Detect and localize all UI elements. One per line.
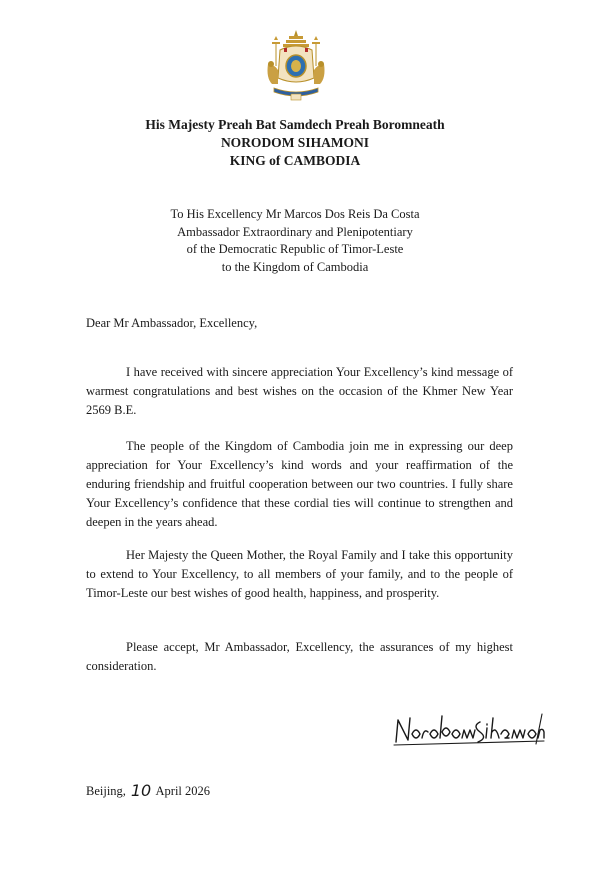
sender-header (0, 116, 590, 170)
recipient-line: Ambassador Extraordinary and Plenipotentiary (177, 224, 413, 239)
salutation: Dear Mr Ambassador, Excellency, (86, 316, 258, 330)
handwritten-signature (388, 708, 548, 748)
recipient-line: of the Democratic Republic of Timor-Leste (186, 242, 404, 256)
body-paragraph-3: Her Majesty the Queen Mother, the Royal Family and I take this opportunity to extend to Your Excellency, to all members of your family, and to the people of Timor-Leste our best wishes of good health, happiness, and prosperity. (86, 548, 513, 600)
body-paragraph-2: The people of the Kingdom of Cambodia join me in expressing our deep appreciation for Your Excellency’s kind words and your reaffirmation of the enduring friendship and fruitful cooperation between our two countries. I fully share Your Excellency’s confidence that these cordial ties will continue to strengthen and deepen in the years ahead. (86, 439, 513, 529)
body-paragraph-1: I have received with sincere appreciation Your Excellency’s kind message of warmest congratulations and best wishes on the occasion of the Khmer New Year 2569 B.E. (86, 365, 513, 417)
date-month-year: April 2026 (155, 784, 211, 798)
sender-role: KING of CAMBODIA (229, 153, 361, 168)
sender-name: NORODOM SIHAMONI (220, 135, 370, 150)
body-paragraph-4: Please accept, Mr Ambassador, Excellency, the assurances of my highest consideration. (86, 640, 513, 673)
royal-crest-icon (262, 28, 330, 104)
recipient-block (0, 206, 590, 276)
recipient-line: to the Kingdom of Cambodia (221, 259, 369, 274)
date-line (86, 780, 210, 799)
recipient-line: To His Excellency Mr Marcos Dos Reis Da Costa (170, 207, 420, 221)
sender-title: His Majesty Preah Bat Samdech Preah Boromneath (145, 117, 445, 132)
date-day-handwritten: 10 (130, 781, 152, 800)
date-place: Beijing, (86, 784, 126, 798)
